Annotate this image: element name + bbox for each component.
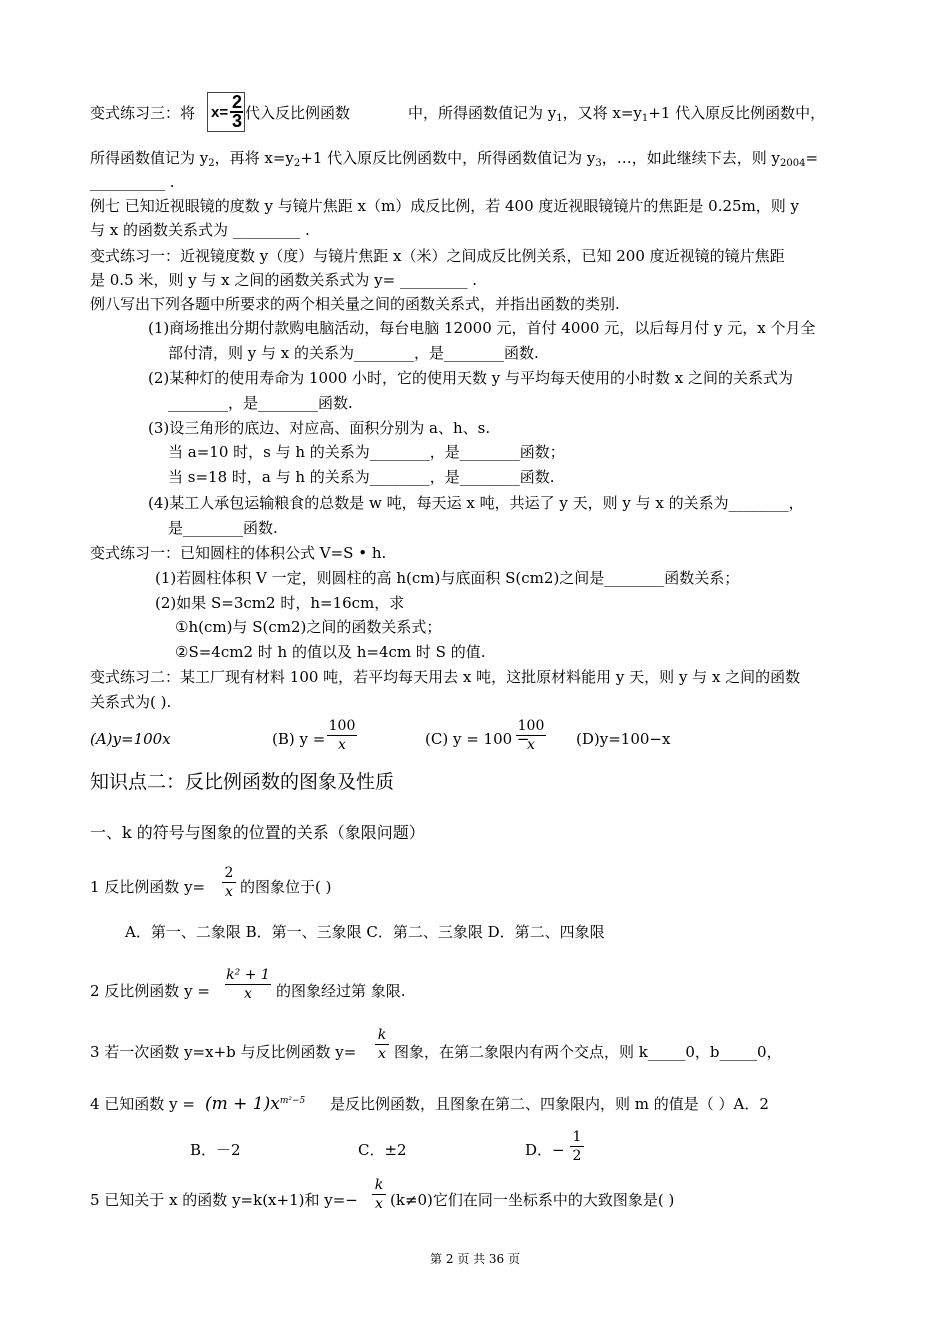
example-8-intro: 例八写出下列各题中所要求的两个相关量之间的函数关系式，并指出函数的类别. <box>90 295 620 313</box>
q4-text-b: 是反比例函数，且图象在第二、四象限内，则 m 的值是（ ）A．2 <box>330 1095 769 1113</box>
q4-option-b: B．－2 <box>190 1141 241 1159</box>
q4-expression <box>205 1091 305 1114</box>
subscript: 1 <box>641 113 649 124</box>
den: x <box>225 884 233 900</box>
num: k <box>375 1026 389 1045</box>
fraction-c <box>516 717 546 754</box>
subscript: 2 <box>208 158 215 169</box>
example-8-q2-line2: ________，是________函数. <box>168 394 353 412</box>
text: (C) y = 100 − <box>425 730 530 748</box>
exercise-3-line1c <box>408 103 825 129</box>
text: ，再将 x=y <box>214 149 294 167</box>
example-8-q4-line2: 是________函数. <box>168 519 278 537</box>
example-8-q3-line3: 当 s=18 时，a 与 h 的关系为________，是________函数. <box>168 468 555 486</box>
q4-text-a: 4 已知函数 y = <box>90 1095 195 1113</box>
example-8-q1-line2: 部付清，则 y 与 x 的关系为________，是________函数. <box>168 344 539 362</box>
example-8-q4-line1: (4)某工人承包运输粮食的总数是 w 吨，每天运 x 吨，共运了 y 天，则 y 与 x 的关系为________， <box>148 494 804 512</box>
den: x <box>375 1196 383 1212</box>
q3-text-b: 图象，在第二象限内有两个交点，则 k_____0，b_____0， <box>394 1043 782 1061</box>
text: +1 代入原反比例函数中， <box>648 104 826 122</box>
example-8-q1-line1: (1)商场推出分期付款购电脑活动，每台电脑 12000 元，首付 4000 元，以后每月付 y 元，x 个月全 <box>148 319 816 337</box>
num: 100 <box>328 718 356 734</box>
answer-blank-line: __________ . <box>90 173 175 191</box>
subscript: 3 <box>595 158 602 169</box>
option-c <box>425 729 530 749</box>
num: 1 <box>570 1128 584 1147</box>
text: 代入反比例函数 <box>245 104 351 122</box>
q2-text-b: 的图象经过第 象限. <box>276 982 406 1000</box>
section-heading: 知识点二：反比例函数的图象及性质 <box>90 771 395 793</box>
fraction-b <box>327 717 357 754</box>
exercise-2-line2: 关系式为( ). <box>90 693 172 711</box>
exercise-3-line1b <box>245 103 350 123</box>
subscript: 2004 <box>780 158 806 169</box>
option-d: (D)y=100−x <box>576 730 671 748</box>
q4-option-d: D．− <box>525 1141 565 1159</box>
den: 2 <box>572 1148 582 1164</box>
exercise-1b-q2-sub2: ②S=4cm2 时 h 的值以及 h=4cm 时 S 的值. <box>175 643 486 661</box>
exercise-1-line2: 是 0.5 米，则 y 与 x 之间的函数关系式为 y= _________ . <box>90 271 478 289</box>
num: 100 <box>517 718 545 734</box>
num: k <box>372 1176 386 1195</box>
q3-text-a: 3 若一次函数 y=x+b 与反比例函数 y= <box>90 1043 357 1061</box>
exercise-1b-line1: 变式练习一：已知圆柱的体积公式 V=S • h. <box>90 544 387 562</box>
subsection-heading: 一、k 的符号与图象的位置的关系（象限问题） <box>90 823 425 842</box>
den: x <box>338 737 346 753</box>
exercise-1b-q2-sub1: ①h(cm)与 S(cm2)之间的函数关系式； <box>175 618 442 636</box>
fraction-q2 <box>225 966 271 1003</box>
q1-options: A．第一、二象限 B．第一、三象限 C．第二、三象限 D．第二、四象限 <box>125 923 605 941</box>
exponent: m²−5 <box>279 1096 306 1106</box>
fraction-q1 <box>222 864 236 901</box>
boxed-fraction <box>207 92 245 132</box>
exercise-3-line1 <box>90 103 195 123</box>
frac-prefix: x= <box>211 104 229 121</box>
text: (m + 1)x <box>205 1094 280 1114</box>
text: 1 反比例函数 y= <box>90 878 206 896</box>
q5-text-a: 5 已知关于 x 的函数 y=k(x+1)和 y=− <box>90 1191 358 1209</box>
fraction-q3 <box>375 1026 389 1063</box>
text: 中，所得函数值记为 y <box>408 104 557 122</box>
q2-text-a: 2 反比例函数 y = <box>90 982 210 1000</box>
example-7-line2: 与 x 的函数关系式为 _________ . <box>90 221 310 239</box>
exercise-1b-q1: (1)若圆柱体积 V 一定，则圆柱的高 h(cm)与底面积 S(cm2)之间是________函数关系； <box>155 569 740 587</box>
example-8-q3-line1: (3)设三角形的底边、对应高、面积分别为 a、h、s. <box>148 419 491 437</box>
q1-text-a <box>90 877 205 897</box>
exercise-3-line2 <box>90 148 818 174</box>
exercise-1b-q2: (2)如果 S=3cm2 时，h=16cm，求 <box>155 594 405 612</box>
fraction-q4d <box>570 1128 584 1165</box>
example-7-line1: 例七 已知近视眼镜的度数 y 与镜片焦距 x（m）成反比例，若 400 度近视眼镜镜片的焦距是 0.25m，则 y <box>90 197 800 215</box>
den: x <box>378 1046 386 1062</box>
q4-option-c: C．±2 <box>358 1141 407 1159</box>
den: x <box>527 737 535 753</box>
text: 所得函数值记为 y <box>90 149 209 167</box>
text: (B) y = <box>272 730 326 748</box>
q1-text-b: 的图象位于( ) <box>240 878 332 896</box>
frac-den: 3 <box>232 111 243 131</box>
example-8-q2-line1: (2)某种灯的使用寿命为 1000 小时，它的使用天数 y 与平均每天使用的小时数 x 之间的关系式为 <box>148 369 793 387</box>
subscript: 1 <box>556 113 563 124</box>
option-b <box>272 729 325 749</box>
example-8-q3-line2: 当 a=10 时，s 与 h 的关系为________，是________函数； <box>168 443 565 461</box>
q5-text-b: (k≠0)它们在同一坐标系中的大致图象是( ) <box>390 1191 675 1209</box>
option-a: (A)y=100x <box>90 730 171 748</box>
text: +1 代入原反比例函数中，所得函数值记为 y <box>300 149 596 167</box>
frac-num: 2 <box>232 92 243 112</box>
num: k² + 1 <box>226 967 270 983</box>
page-footer: 第 2 页 共 36 页 <box>430 1252 520 1266</box>
subscript: 2 <box>293 158 301 169</box>
text: = <box>805 149 819 167</box>
fraction-q5 <box>372 1176 386 1213</box>
exercise-1-line1: 变式练习一：近视镜度数 y（度）与镜片焦距 x（米）之间成反比例关系，已知 200 度近视镜的镜片焦距 <box>90 247 785 265</box>
text: 变式练习三：将 <box>90 104 196 122</box>
text: ，又将 x=y <box>562 104 642 122</box>
text: ，…，如此继续下去，则 y <box>601 149 781 167</box>
den: x <box>244 986 252 1002</box>
num: 2 <box>222 864 236 883</box>
exercise-2-line1: 变式练习二：某工厂现有材料 100 吨，若平均每天用去 x 吨，这批原材料能用 y 天，则 y 与 x 之间的函数 <box>90 668 801 686</box>
